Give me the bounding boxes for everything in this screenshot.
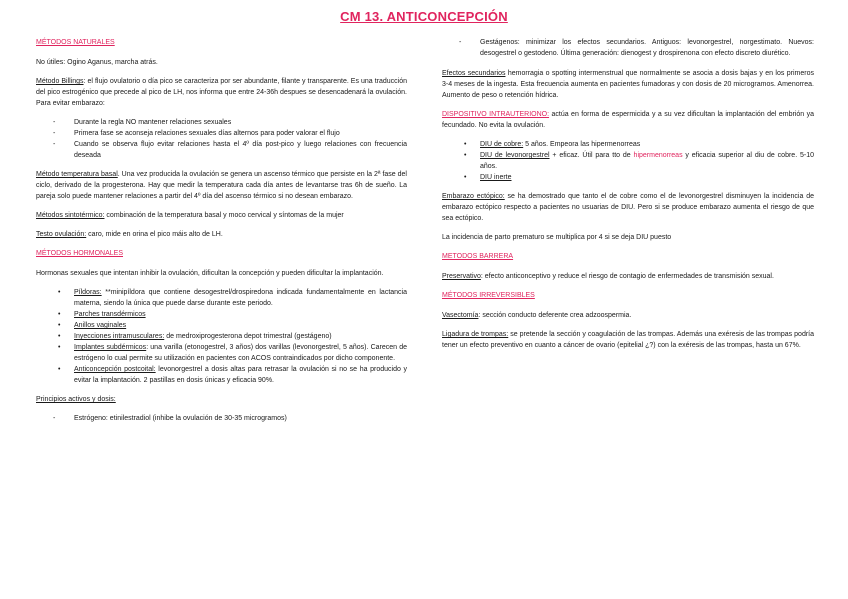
paragraph-sintotermico [36, 210, 407, 221]
term-test-ovulacion: Testo ovulación: [36, 231, 87, 238]
text-inyecciones: de medroxiprogesterona depot trimestral (gestágeno) [164, 333, 332, 340]
list-item: - Durante la regla NO mantener relaciones sexuales [36, 117, 407, 128]
term-postcoital: Anticoncepción postcoital: [74, 366, 156, 373]
section-heading-hormonales: MÉTODOS HORMONALES [36, 250, 123, 257]
term-diu-inerte: DIU inerte [480, 174, 512, 181]
term-implantes: Implantes subdérmicos [74, 344, 147, 351]
right-column [442, 37, 814, 359]
text-billings: : el flujo ovulatorio o día pico se caracteriza por ser abundante, filante y transparente. Es una traducción del pico estrogénico que precede al pico de LH, nos informa que entre 24-36h despues se desencadenará la ovulación. Para evitar embarazo: [36, 78, 407, 107]
text-temperatura-basal: . Una vez producida la ovulación se genera un ascenso térmico que persiste en la 2ª fase del ciclo, derivado de la progesterona. Hay que medir la temperatura cada día antes de levantarse tras 6h de sueño. La pareja solo puede mantener relaciones a partir del 4º día del ascenso térmico si no desean embarazo. [36, 171, 407, 200]
list-item: - Primera fase se aconseja relaciones sexuales días alternos para poder valorar el flujo [36, 128, 407, 139]
text-postcoital: levonorgestrel a dosis altas para retrasar la ovulación si no se ha producido y evitar la implantación. 2 pastillas en dosis únicas y eficacia 90%. [74, 366, 408, 384]
paragraph-embarazo-ectopico [442, 191, 814, 224]
highlight-hipermenorreas: hipermenorreas [633, 152, 683, 159]
paragraph-preservativo [442, 271, 814, 282]
term-sintotermico: Métodos sintotérmico: [36, 212, 105, 219]
paragraph-billings [36, 76, 407, 109]
list-item [36, 320, 407, 331]
text-diu-cobre: 5 años. Empeora las hipermenorreas [523, 141, 641, 148]
paragraph-no-utiles: No útiles: Ogino Aganus, marcha atrás. [36, 59, 158, 66]
text-efectos-secundarios: hemorragia o spotting intermenstrual que normalmente se asocia a dosis bajas y en los primeros 3-4 meses de la ingesta. Esta frecuencia aumenta en pacientes fumadoras y con dosis de 20 microgramos. Amenorrea. Aumento de peso o retención hídrica. [442, 70, 814, 99]
list-item: - Cuando se observa flujo evitar relaciones hasta el 4º día post-pico y luego relaciones con frecuencia deseada [36, 139, 407, 161]
paragraph-diu [442, 109, 814, 131]
term-anillos: Anillos vaginales [74, 322, 127, 329]
text-diu: actúa en forma de espermicida y a su vez dificultan la implantación del embrión ya fecundado. No evita la ovulación. [442, 111, 814, 129]
list-hormonales [36, 287, 407, 386]
term-principios: Principios activos y dosis: [36, 396, 116, 403]
term-ligadura: Ligadura de trompas: [442, 331, 509, 338]
text-diu-levonorgestrel-tail: y eficacia superior al diu de cobre. 5-10 años. [480, 152, 815, 170]
paragraph-ligadura [442, 329, 814, 351]
list-item [442, 172, 814, 183]
list-item [36, 287, 407, 309]
list-principios [36, 413, 407, 424]
text-diu-levonorgestrel: + eficaz. Útil para tto de [549, 152, 634, 159]
text-test-ovulacion: caro, mide en orina el pico máis alto de LH. [86, 231, 223, 238]
heading-principios [36, 394, 407, 405]
list-item [442, 139, 814, 150]
text-gestagenos: minimizar los efectos secundarios. Antiguos: levonorgestrel, norgestimato. Nuevos: desogestrel o gestodeno. Última generación: dienogest y drospirenona con efecto discreto diurético. [480, 39, 814, 57]
page-title: CM 13. ANTICONCEPCIÓN [340, 9, 508, 24]
paragraph-efectos-secundarios [442, 68, 814, 101]
text-vasectomia: : sección conducto deferente crea adzoospermia. [478, 312, 632, 319]
paragraph-parto-prematuro: La incidencia de parto prematuro se multiplica por 4 si se deja DIU puesto [442, 234, 672, 241]
left-column [36, 37, 407, 432]
term-diu-levonorgestrel: DIU de levonorgestrel [480, 152, 550, 159]
term-diu-cobre: DIU de cobre: [480, 141, 524, 148]
term-embarazo-ectopico: Embarazo ectópico: [442, 193, 505, 200]
list-item [36, 331, 407, 342]
term-gestagenos: Gestágenos: [480, 39, 520, 46]
term-parches: Parches transdérmicos [74, 311, 146, 318]
text-embarazo-ectopico: se ha demostrado que tanto el de cobre como el de levonorgestrel disminuyen la incidencia de embarazo ectópico respecto a pacientes no usuarias de DIU. Pero si se produce embarazo aumenta el riesgo de que sea ectópico. [442, 193, 814, 222]
section-heading-irreversibles: MÉTODOS IRREVERSIBLES [442, 292, 535, 299]
text-pildoras: **minipíldora que contiene desogestrel/drospiredona indicada fundamentalmente en lactancia materna, siendo la única que puede darse durante este periodo. [74, 289, 407, 307]
list-item [36, 364, 407, 386]
section-heading-naturales: MÉTODOS NATURALES [36, 39, 115, 46]
section-heading-diu: DISPOSITIVO INTRAUTERIONO: [442, 111, 550, 118]
term-vasectomia: Vasectomía [442, 312, 479, 319]
text-sintotermico: combinación de la temperatura basal y moco cervical y síntomas de la mujer [104, 212, 344, 219]
list-item: - Estrógeno: etinilestradiol (inhibe la ovulación de 30-35 microgramos) [36, 413, 407, 424]
list-item [442, 150, 814, 172]
paragraph-vasectomia [442, 310, 814, 321]
term-preservativo: Preservativo [442, 273, 481, 280]
text-preservativo: : efecto anticonceptivo y reduce el riesgo de contagio de enfermedades de transmisión sexual. [480, 273, 774, 280]
list-item [36, 309, 407, 320]
paragraph-hormonales-intro: Hormonas sexuales que intentan inhibir la ovulación, dificultan la concepción y pueden dificultar la implantación. [36, 270, 384, 277]
term-billings: Método Billings [36, 78, 84, 85]
term-pildoras: Píldoras: [74, 289, 102, 296]
term-inyecciones: Inyecciones intramusculares: [74, 333, 165, 340]
text-ligadura: se pretende la sección y coagulación de las trompas. Además una exéresis de las trompas podría tener un efecto preventivo en cuanto a cáncer de ovario (epitelial ¿?) con la exéresis de las trompas, hasta un 67%. [442, 331, 815, 349]
list-item [36, 342, 407, 364]
paragraph-test-ovulacion [36, 229, 407, 240]
term-efectos-secundarios: Efectos secundarios [442, 70, 506, 77]
list-diu [442, 139, 814, 183]
text-implantes: : una varilla (etonogestrel, 3 años) dos varillas (levonorgestrel, 5 años). Carecen de estrógeno lo cual permite su utilización en pacientes con ACOS contraindicados por dicho componente. [74, 344, 407, 362]
term-temperatura-basal: Método temperatura basal [36, 171, 118, 178]
section-heading-barrera: METODOS BARRERA [442, 253, 514, 260]
list-item [442, 37, 814, 59]
list-gestagenos [442, 37, 814, 59]
list-billings [36, 117, 407, 161]
paragraph-temperatura-basal [36, 169, 407, 202]
